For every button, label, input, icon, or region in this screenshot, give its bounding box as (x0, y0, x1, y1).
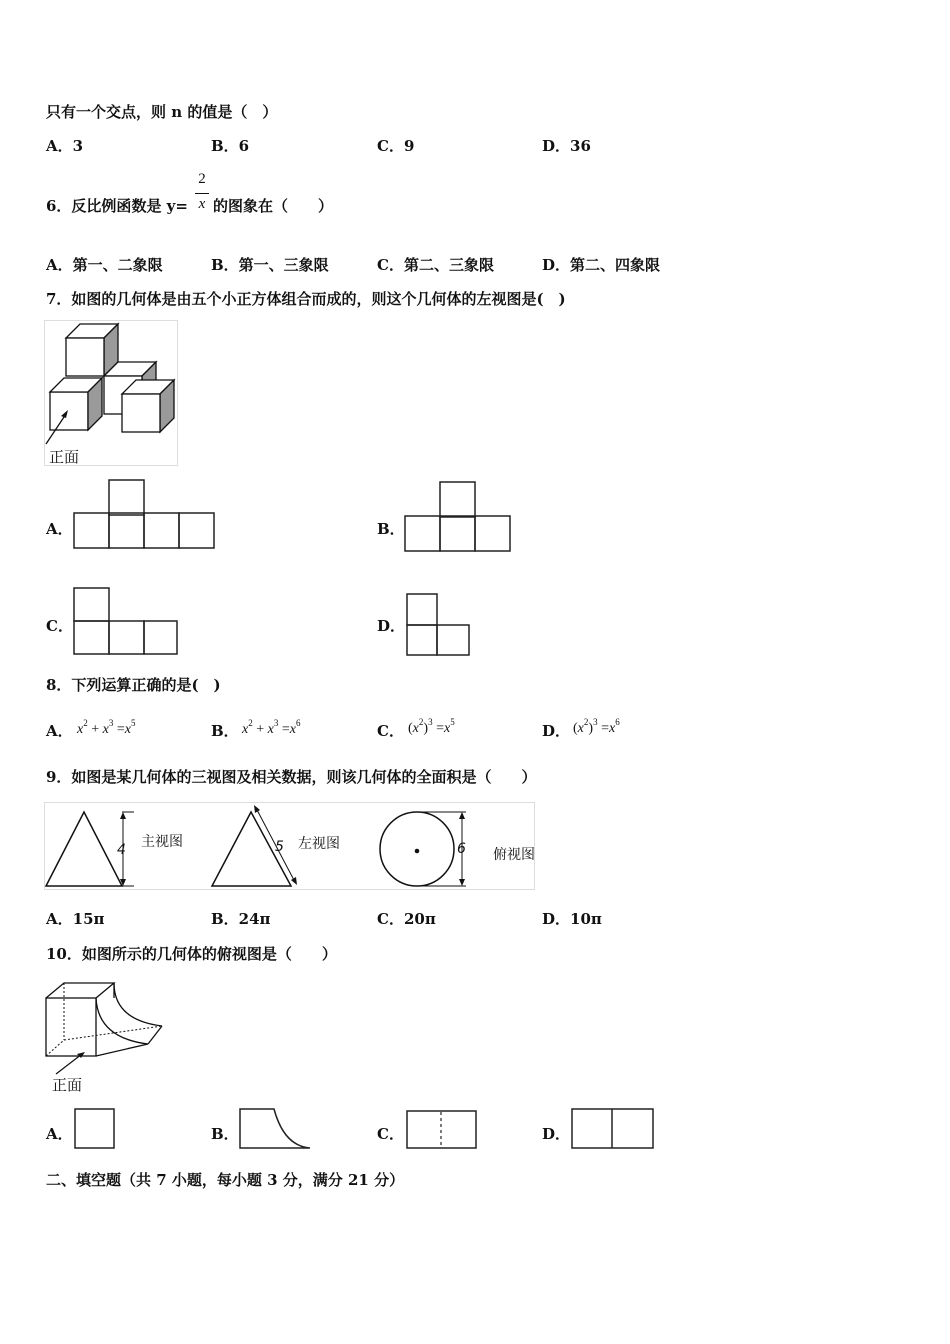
q10-stem: 10．如图所示的几何体的俯视图是（ ） (46, 945, 337, 963)
q10-option-a-figure (72, 1106, 118, 1152)
q5-stem: 只有一个交点，则 n 的值是（ ） (46, 103, 278, 121)
q7-option-b-figure (402, 480, 514, 554)
q8-option-a-letter: A． (46, 722, 73, 740)
section2-heading: 二、填空题（共 7 小题，每小题 3 分，满分 21 分） (46, 1171, 405, 1189)
q6-fraction-denominator: x (198, 196, 206, 212)
q9-option-c: C．20π (377, 910, 436, 928)
q8-option-c-expr: $(x^2)^3 =x^5$ (408, 717, 455, 736)
q6-fraction-bar (195, 193, 209, 194)
q7-option-c-letter: C． (46, 617, 73, 635)
q7-option-a-figure (72, 478, 218, 552)
q10-option-c-figure (404, 1108, 480, 1152)
q9-option-d: D．10π (542, 910, 602, 928)
q10-option-a-letter: A． (46, 1125, 73, 1143)
q8-option-b-letter: B． (211, 722, 239, 740)
q5-option-d: D．36 (542, 137, 591, 155)
q7-option-a-letter: A． (46, 520, 73, 538)
q9-option-a: A．15π (46, 910, 105, 928)
q7-option-b-letter: B． (377, 520, 405, 538)
q5-option-a: A．3 (46, 137, 84, 155)
q6-option-b: B．第一、三象限 (211, 256, 329, 274)
q8-option-c-letter: C． (377, 722, 404, 740)
q6-option-d: D．第二、四象限 (542, 256, 661, 274)
q9-top-value: 6 (457, 841, 466, 857)
q9-front-label: 主视图 (141, 834, 183, 850)
q9-side-value: 5 (275, 839, 284, 855)
q8-option-d-letter: D． (542, 722, 571, 740)
q7-option-d-letter: D． (377, 617, 406, 635)
q6-stem-suffix: 的图象在（ ） (213, 197, 334, 215)
q7-front-label: 正面 (49, 448, 80, 466)
q10-option-b-figure (236, 1106, 314, 1152)
q8-option-d-expr: $(x^2)^3 =x^6$ (573, 717, 620, 736)
q10-solid-figure (44, 980, 168, 1096)
q7-cube-figure (44, 320, 180, 468)
q9-option-b: B．24π (211, 910, 271, 928)
q10-option-d-letter: D． (542, 1125, 571, 1143)
q7-option-d-figure (404, 592, 474, 658)
q10-front-label: 正面 (52, 1076, 83, 1094)
q9-front-value: 4 (117, 842, 126, 858)
q5-option-b: B．6 (211, 137, 250, 155)
q7-option-c-figure (72, 586, 182, 658)
q10-option-c-letter: C． (377, 1125, 404, 1143)
q10-option-d-figure (569, 1106, 657, 1152)
q9-top-label: 俯视图 (493, 847, 535, 863)
q8-option-b-expr: $x^2 + x^3 =x^6$ (242, 718, 301, 737)
q6-option-a: A．第一、二象限 (46, 256, 163, 274)
q9-stem: 9．如图是某几何体的三视图及相关数据，则该几何体的全面积是（ ） (46, 768, 537, 786)
q10-option-b-letter: B． (211, 1125, 239, 1143)
q9-side-label: 左视图 (298, 836, 340, 852)
q8-option-a-expr: $x^2 + x^3 =x^5$ (77, 718, 136, 737)
q9-three-views-figure (44, 802, 536, 892)
q6-option-c: C．第二、三象限 (377, 256, 494, 274)
q7-stem: 7．如图的几何体是由五个小正方体组合而成的，则这个几何体的左视图是( ) (46, 290, 566, 308)
q6-stem-prefix: 6．反比例函数是 y= (46, 197, 188, 215)
q5-option-c: C．9 (377, 137, 415, 155)
q8-stem: 8．下列运算正确的是( ) (46, 676, 221, 694)
q6-fraction-numerator: 2 (198, 171, 206, 187)
